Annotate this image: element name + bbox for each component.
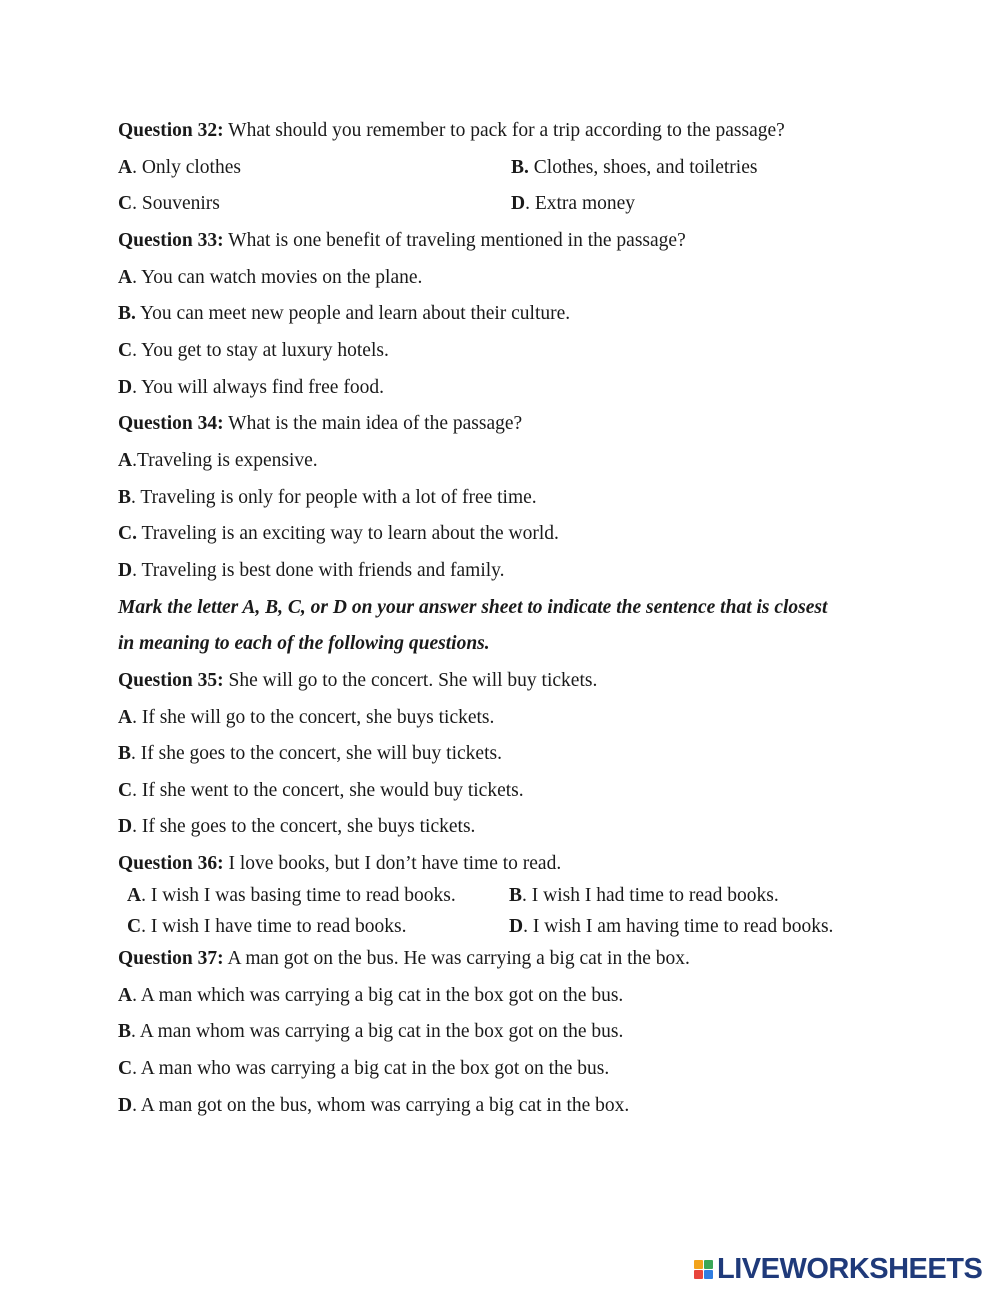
option-36-c[interactable]: C. I wish I have time to read books.	[127, 916, 407, 937]
question-32	[118, 119, 785, 143]
logo-mark-square	[704, 1270, 713, 1279]
option-35-c[interactable]: C. If she went to the concert, she would buy tickets.	[118, 780, 524, 801]
question-text: What is the main idea of the passage?	[223, 413, 523, 434]
logo-mark-square	[694, 1260, 703, 1269]
question-text: What is one benefit of traveling mentioned in the passage?	[223, 230, 686, 251]
option-32-d[interactable]: D. Extra money	[511, 193, 636, 214]
question-33	[118, 229, 686, 253]
question-text: I love books, but I don’t have time to read.	[223, 853, 562, 874]
option-37-a[interactable]: A. A man which was carrying a big cat in the box got on the bus.	[118, 985, 624, 1006]
question-36	[118, 852, 561, 876]
option-34-c[interactable]: C. Traveling is an exciting way to learn about the world.	[118, 523, 559, 544]
option-37-b[interactable]: B. A man whom was carrying a big cat in the box got on the bus.	[118, 1021, 624, 1042]
instruction-line-1: Mark the letter A, B, C, or D on your answer sheet to indicate the sentence that is closest	[118, 597, 828, 618]
option-35-a[interactable]: A. If she will go to the concert, she buys tickets.	[118, 707, 495, 728]
liveworksheets-logo[interactable]	[694, 1253, 983, 1285]
logo-mark-square	[704, 1260, 713, 1269]
question-35	[118, 669, 597, 693]
option-36-d[interactable]: D. I wish I am having time to read books.	[509, 916, 834, 937]
option-35-b[interactable]: B. If she goes to the concert, she will buy tickets.	[118, 743, 502, 764]
logo-text: LIVEWORKSHEETS	[717, 1253, 983, 1285]
logo-mark-icon	[694, 1260, 713, 1279]
option-33-d[interactable]: D. You will always find free food.	[118, 377, 384, 398]
option-32-b[interactable]: B. Clothes, shoes, and toiletries	[511, 157, 758, 178]
option-34-b[interactable]: B. Traveling is only for people with a lot of free time.	[118, 487, 537, 508]
question-label: Question 32:	[118, 120, 224, 141]
option-36-b[interactable]: B. I wish I had time to read books.	[509, 885, 779, 906]
option-34-a[interactable]: A.Traveling is expensive.	[118, 450, 318, 471]
option-32-a[interactable]: A. Only clothes	[118, 157, 241, 178]
question-label: Question 37:	[118, 948, 224, 969]
option-33-c[interactable]: C. You get to stay at luxury hotels.	[118, 340, 389, 361]
question-text: A man got on the bus. He was carrying a big cat in the box.	[223, 948, 690, 969]
option-33-a[interactable]: A. You can watch movies on the plane.	[118, 267, 423, 288]
question-text: She will go to the concert. She will buy tickets.	[223, 670, 598, 691]
option-33-b[interactable]: B. You can meet new people and learn about their culture.	[118, 303, 571, 324]
option-36-a[interactable]: A. I wish I was basing time to read books.	[127, 885, 456, 906]
option-32-c[interactable]: C. Souvenirs	[118, 193, 220, 214]
option-37-d[interactable]: D. A man got on the bus, whom was carrying a big cat in the box.	[118, 1095, 630, 1116]
question-label: Question 35:	[118, 670, 224, 691]
option-34-d[interactable]: D. Traveling is best done with friends and family.	[118, 560, 505, 581]
instruction-line-2: in meaning to each of the following questions.	[118, 633, 490, 654]
question-label: Question 36:	[118, 853, 224, 874]
question-label: Question 33:	[118, 230, 224, 251]
question-label: Question 34:	[118, 413, 224, 434]
logo-mark-square	[694, 1270, 703, 1279]
option-35-d[interactable]: D. If she goes to the concert, she buys tickets.	[118, 816, 476, 837]
option-37-c[interactable]: C. A man who was carrying a big cat in the box got on the bus.	[118, 1058, 610, 1079]
question-37	[118, 947, 690, 971]
question-text: What should you remember to pack for a trip according to the passage?	[223, 120, 785, 141]
question-34	[118, 412, 522, 436]
